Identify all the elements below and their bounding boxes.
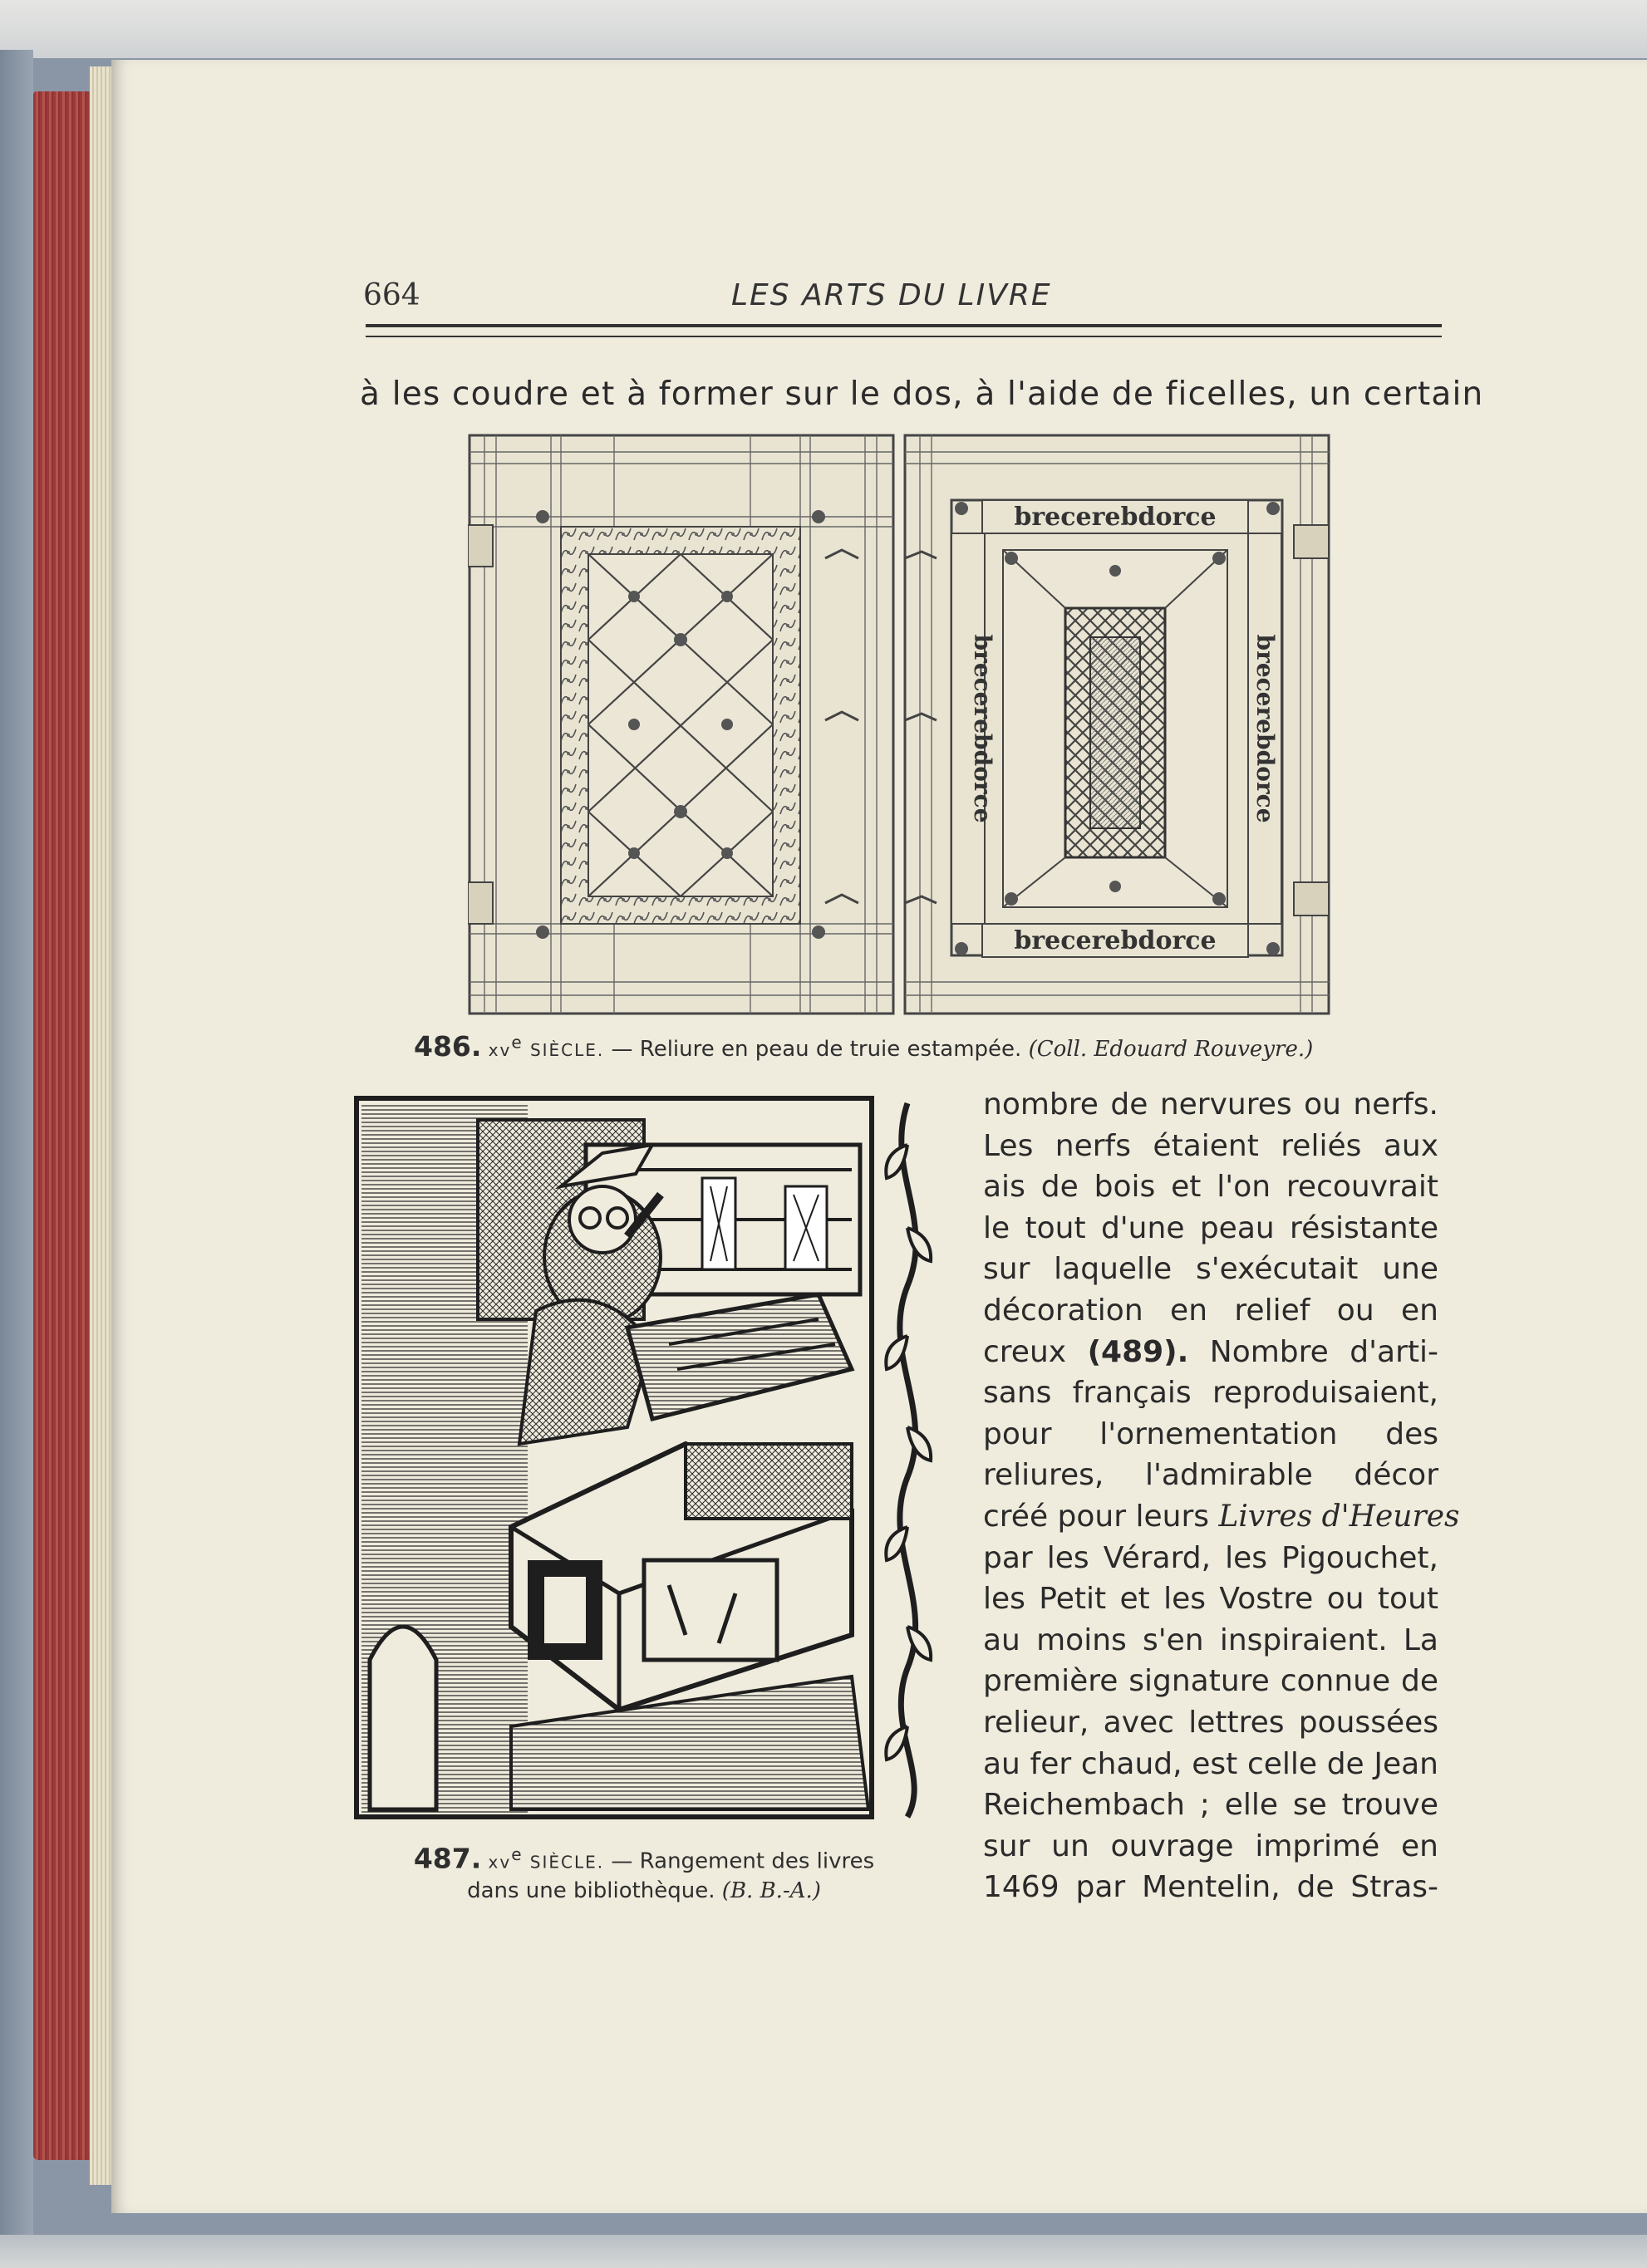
text-line — [983, 1332, 1438, 1373]
text-line: les Petit et les Vostre ou tout — [983, 1582, 1438, 1617]
book-cover-left — [0, 50, 33, 2268]
text-line: Les nerfs étaient reliés aux — [983, 1128, 1438, 1163]
figure-487-caption-line2 — [353, 1877, 935, 1905]
figure-486-century: xv — [488, 1040, 512, 1060]
running-title: LES ARTS DU LIVRE — [731, 278, 1052, 312]
book-cover-top — [0, 0, 1647, 58]
cover-inscription-left: brecerebdorce — [969, 634, 996, 823]
figure-reference-489: (489). — [1087, 1334, 1189, 1369]
figure-487-siecle: SIÈCLE. — [529, 1852, 605, 1873]
cover-inscription-right: brecerebdorce — [1251, 634, 1279, 823]
text-line: 1469 par Mentelin, de Stras- — [983, 1870, 1438, 1905]
figure-487-century-sup: e — [511, 1844, 524, 1864]
text-line: Reichembach ; elle se trouve — [983, 1788, 1438, 1823]
page-edges-red — [33, 91, 91, 2160]
text-line: ais de bois et l'on recouvrait — [983, 1170, 1438, 1205]
figure-487-century: xv — [488, 1852, 512, 1873]
cover-inscription-bottom: brecerebdorce — [1014, 926, 1217, 955]
body-text-column — [983, 1084, 1460, 1908]
figure-487-number: 487. — [413, 1842, 482, 1875]
text-line: le tout d'une peau résistante — [983, 1210, 1438, 1245]
text-line: nombre de nervures ou nerfs. — [983, 1087, 1438, 1122]
text-line: par les Vérard, les Pigouchet, — [983, 1540, 1438, 1575]
text-line: première signature connue de — [983, 1664, 1438, 1699]
text-line: sur laquelle s'exécutait une — [983, 1252, 1438, 1287]
text-line: au fer chaud, est celle de Jean — [983, 1746, 1438, 1781]
header-rule-thick — [366, 324, 1442, 327]
book-cover-bottom — [0, 2235, 1647, 2268]
figure-486-text: — Reliure en peau de truie estampée. — [611, 1037, 1022, 1062]
text-fragment: Nombre d'arti- — [1209, 1334, 1439, 1369]
text-fragment: creux — [983, 1334, 1067, 1369]
body-text-first-line: à les coudre et à former sur le dos, à l'aide de ficelles, un certain — [360, 376, 1484, 413]
figure-487-credit: (B. B.-A.) — [721, 1878, 821, 1903]
text-line: reliures, l'admirable décor — [983, 1458, 1438, 1493]
figure-487-text-line1: — Rangement des livres — [611, 1848, 875, 1874]
text-line — [983, 1496, 1460, 1538]
figure-487-woodcut-illustration — [353, 1095, 941, 1820]
text-line: sans français reproduisaient, — [983, 1376, 1438, 1411]
cover-inscription-top: brecerebdorce — [1014, 503, 1217, 532]
italic-title-livres-d-heures: Livres d'Heures — [1218, 1499, 1460, 1534]
page-number: 664 — [363, 278, 420, 312]
text-line: décoration en relief ou en — [983, 1293, 1438, 1328]
figure-486-siecle: SIÈCLE. — [529, 1040, 605, 1060]
left-binding-cover — [468, 435, 893, 1014]
text-line: relieur, avec lettres poussées — [983, 1705, 1438, 1740]
header-rule-thin — [366, 336, 1442, 337]
figure-486-caption — [414, 1030, 1411, 1063]
text-line: au moins s'en inspiraient. La — [983, 1622, 1438, 1657]
text-line: sur un ouvrage imprimé en — [983, 1829, 1438, 1863]
right-binding-cover — [905, 435, 1329, 1014]
figure-486-bindings-illustration — [468, 434, 1332, 1015]
figure-486-number: 486. — [414, 1030, 482, 1063]
figure-487-text-line2: dans une bibliothèque. — [467, 1878, 715, 1903]
vine-border-ornament — [877, 1098, 938, 1817]
figure-486-century-sup: e — [511, 1032, 524, 1053]
text-fragment: créé pour leurs — [983, 1499, 1210, 1534]
figure-486-credit: (Coll. Edouard Rouveyre.) — [1028, 1037, 1314, 1062]
figure-487-caption-line1 — [353, 1840, 935, 1877]
figure-487-caption — [353, 1840, 935, 1905]
text-line: pour l'ornementation des — [983, 1416, 1438, 1451]
